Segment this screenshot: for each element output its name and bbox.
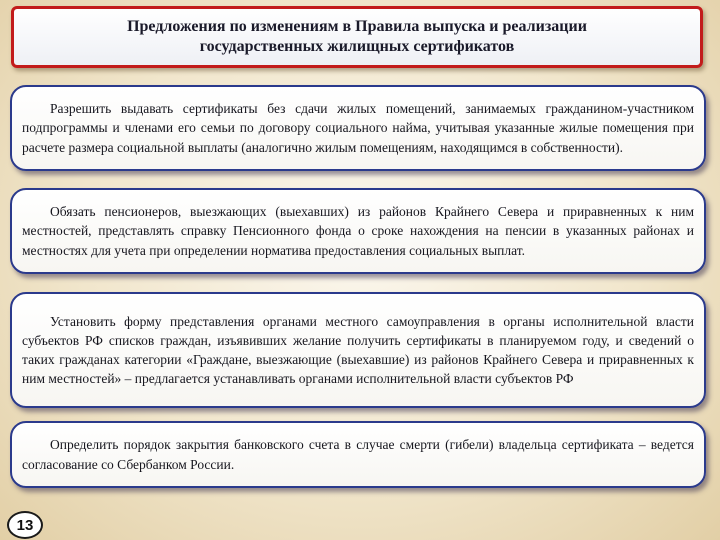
proposal-text-2: Обязать пенсионеров, выезжающих (выехавших) из районов Крайнего Севера и приравненных к ним местностей, представлять справку Пенсионного фонда о сроке нахождения на пенсии в указанных районах и местностях для учета при определении норматива предоставления социальных выплат.: [22, 204, 694, 258]
proposal-card-1: [10, 85, 706, 171]
proposal-text-1: Разрешить выдавать сертификаты без сдачи жилых помещений, занимаемых гражданином-участником подпрограммы и членами его семьи по договору социального найма, учитывая указанные жилые помещения при расчете размера социальной выплаты (аналогично жилым помещениям, находящимся в собственности).: [22, 101, 694, 155]
page-number: 13: [16, 516, 34, 534]
proposal-text-3: Установить форму представления органами местного самоуправления в органы исполнительной власти субъектов РФ списков граждан, изъявивших желание получить сертификаты в планируемом году, и сведений о таких гражданах категории «Граждане, выезжающие (выехавшие) из районов Крайнего Севера и приравненных к ним местностей» – предлагается устанавливать органами исполнительной власти субъектов РФ: [22, 313, 694, 387]
slide-title: Предложения по изменениям в Правила выпуска и реализации государственных жилищных сертификатов: [127, 18, 587, 55]
slide-title-box: [11, 6, 703, 68]
page-number-badge: [7, 511, 43, 539]
proposal-text-4: Определить порядок закрытия банковского счета в случае смерти (гибели) владельца сертификата – ведется согласование со Сбербанком России.: [22, 437, 694, 472]
proposal-card-3: [10, 292, 706, 408]
proposal-card-2: [10, 188, 706, 274]
proposal-card-4: [10, 421, 706, 488]
